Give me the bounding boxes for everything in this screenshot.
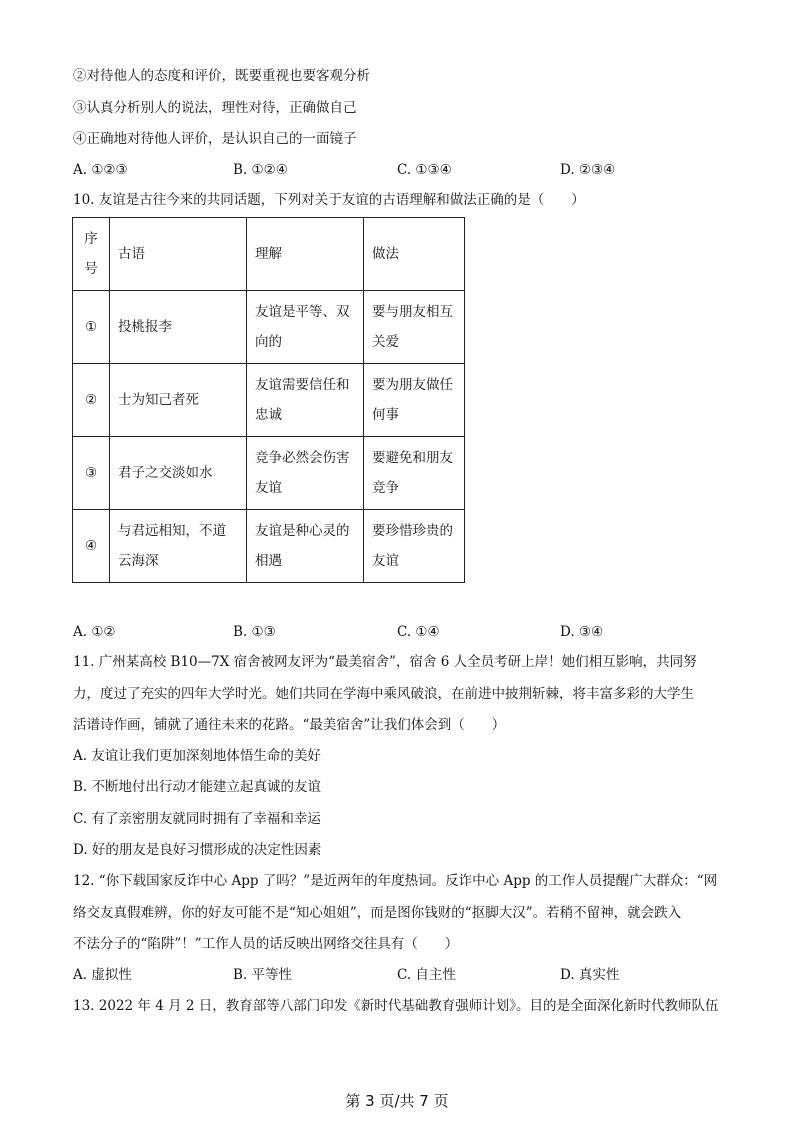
row-proverb: 投桃报李 (110, 291, 247, 364)
header-cell-proverb: 古语 (110, 218, 247, 291)
q10-table (72, 217, 465, 583)
q11-stem-line-3: 活谱诗作画，铺就了通往未来的花路。“最美宿舍”让我们体会到（ ） (73, 717, 506, 733)
header-cell-understanding: 理解 (247, 218, 364, 291)
q10-stem: 10. 友谊是古往今来的共同话题，下列对关于友谊的古语理解和做法正确的是（ ） (73, 192, 585, 208)
row-num: ③ (73, 437, 110, 510)
table-row (73, 437, 465, 510)
q9-option-d: D. ②③④ (560, 162, 616, 178)
q11-option-c: C. 有了亲密朋友就同时拥有了幸福和幸运 (73, 811, 321, 827)
q12-option-a: A. 虚拟性 (73, 967, 132, 983)
q11-option-d: D. 好的朋友是良好习惯形成的决定性因素 (73, 842, 322, 858)
row-practice: 要珍惜珍贵的友谊 (364, 510, 465, 583)
row-practice: 要与朋友相互关爱 (364, 291, 465, 364)
q9-option-b: B. ①②④ (233, 162, 288, 178)
row-num: ② (73, 364, 110, 437)
q9-option-c: C. ①③④ (397, 162, 452, 178)
q9-statement-4: ④正确地对待他人评价，是认识自己的一面镜子 (73, 131, 357, 147)
q11-option-a: A. 友谊让我们更加深刻地体悟生命的美好 (73, 748, 321, 764)
row-proverb: 士为知己者死 (110, 364, 247, 437)
row-understanding: 友谊是平等、双向的 (247, 291, 364, 364)
table-row (73, 291, 465, 364)
q9-statement-2: ②对待他人的态度和评价，既要重视也要客观分析 (73, 68, 370, 84)
table-row (73, 364, 465, 437)
q9-statement-3: ③认真分析别人的说法，理性对待，正确做自己 (73, 100, 357, 116)
q11-stem-line-1: 11. 广州某高校 B10—7X 宿舍被网友评为“最美宿舍”，宿舍 6 人全员考研上岸！她们相互影响，共同努 (73, 654, 697, 670)
q10-option-c: C. ①④ (397, 624, 440, 640)
q12-option-c: C. 自主性 (397, 967, 456, 983)
table-header-row (73, 218, 465, 291)
table-row (73, 510, 465, 583)
header-cell-num: 序号 (73, 218, 110, 291)
row-num: ① (73, 291, 110, 364)
row-proverb: 与君远相知，不道云海深 (110, 510, 247, 583)
row-understanding: 竞争必然会伤害友谊 (247, 437, 364, 510)
q11-stem-line-2: 力，度过了充实的四年大学时光。她们共同在学海中乘风破浪，在前进中披荆斩棘，将丰富多彩的大学生 (73, 686, 694, 702)
q12-option-b: B. 平等性 (233, 967, 293, 983)
q12-stem-line-3: 不法分子的“陷阱”！”工作人员的话反映出网络交往具有（ ） (73, 936, 459, 952)
q9-option-a: A. ①②③ (73, 162, 128, 178)
row-num: ④ (73, 510, 110, 583)
q11-option-b: B. 不断地付出行动才能建立起真诚的友谊 (73, 779, 322, 795)
row-understanding: 友谊需要信任和忠诚 (247, 364, 364, 437)
q12-stem-line-2: 络交友真假难辨，你的好友可能不是“知心姐姐”，而是图你钱财的“抠脚大汉”。若稍不留神，就会跌入 (73, 905, 682, 921)
row-practice: 要避免和朋友竞争 (364, 437, 465, 510)
q12-option-d: D. 真实性 (560, 967, 620, 983)
header-cell-practice: 做法 (364, 218, 465, 291)
row-practice: 要为朋友做任何事 (364, 364, 465, 437)
q10-option-a: A. ①② (73, 624, 116, 640)
row-proverb: 君子之交淡如水 (110, 437, 247, 510)
q10-option-b: B. ①③ (233, 624, 276, 640)
q13-stem-line-1: 13. 2022 年 4 月 2 日，教育部等八部门印发《新时代基础教育强师计划》。目的是全面深化新时代教师队伍 (73, 998, 719, 1014)
page-number: 第 3 页/共 7 页 (345, 1092, 449, 1110)
row-understanding: 友谊是种心灵的相遇 (247, 510, 364, 583)
q10-option-d: D. ③④ (560, 624, 604, 640)
q12-stem-line-1: 12. “你下载国家反诈中心 App 了吗？”是近两年的年度热词。反诈中心 App 的工作人员提醒广大群众：“网 (73, 873, 718, 889)
